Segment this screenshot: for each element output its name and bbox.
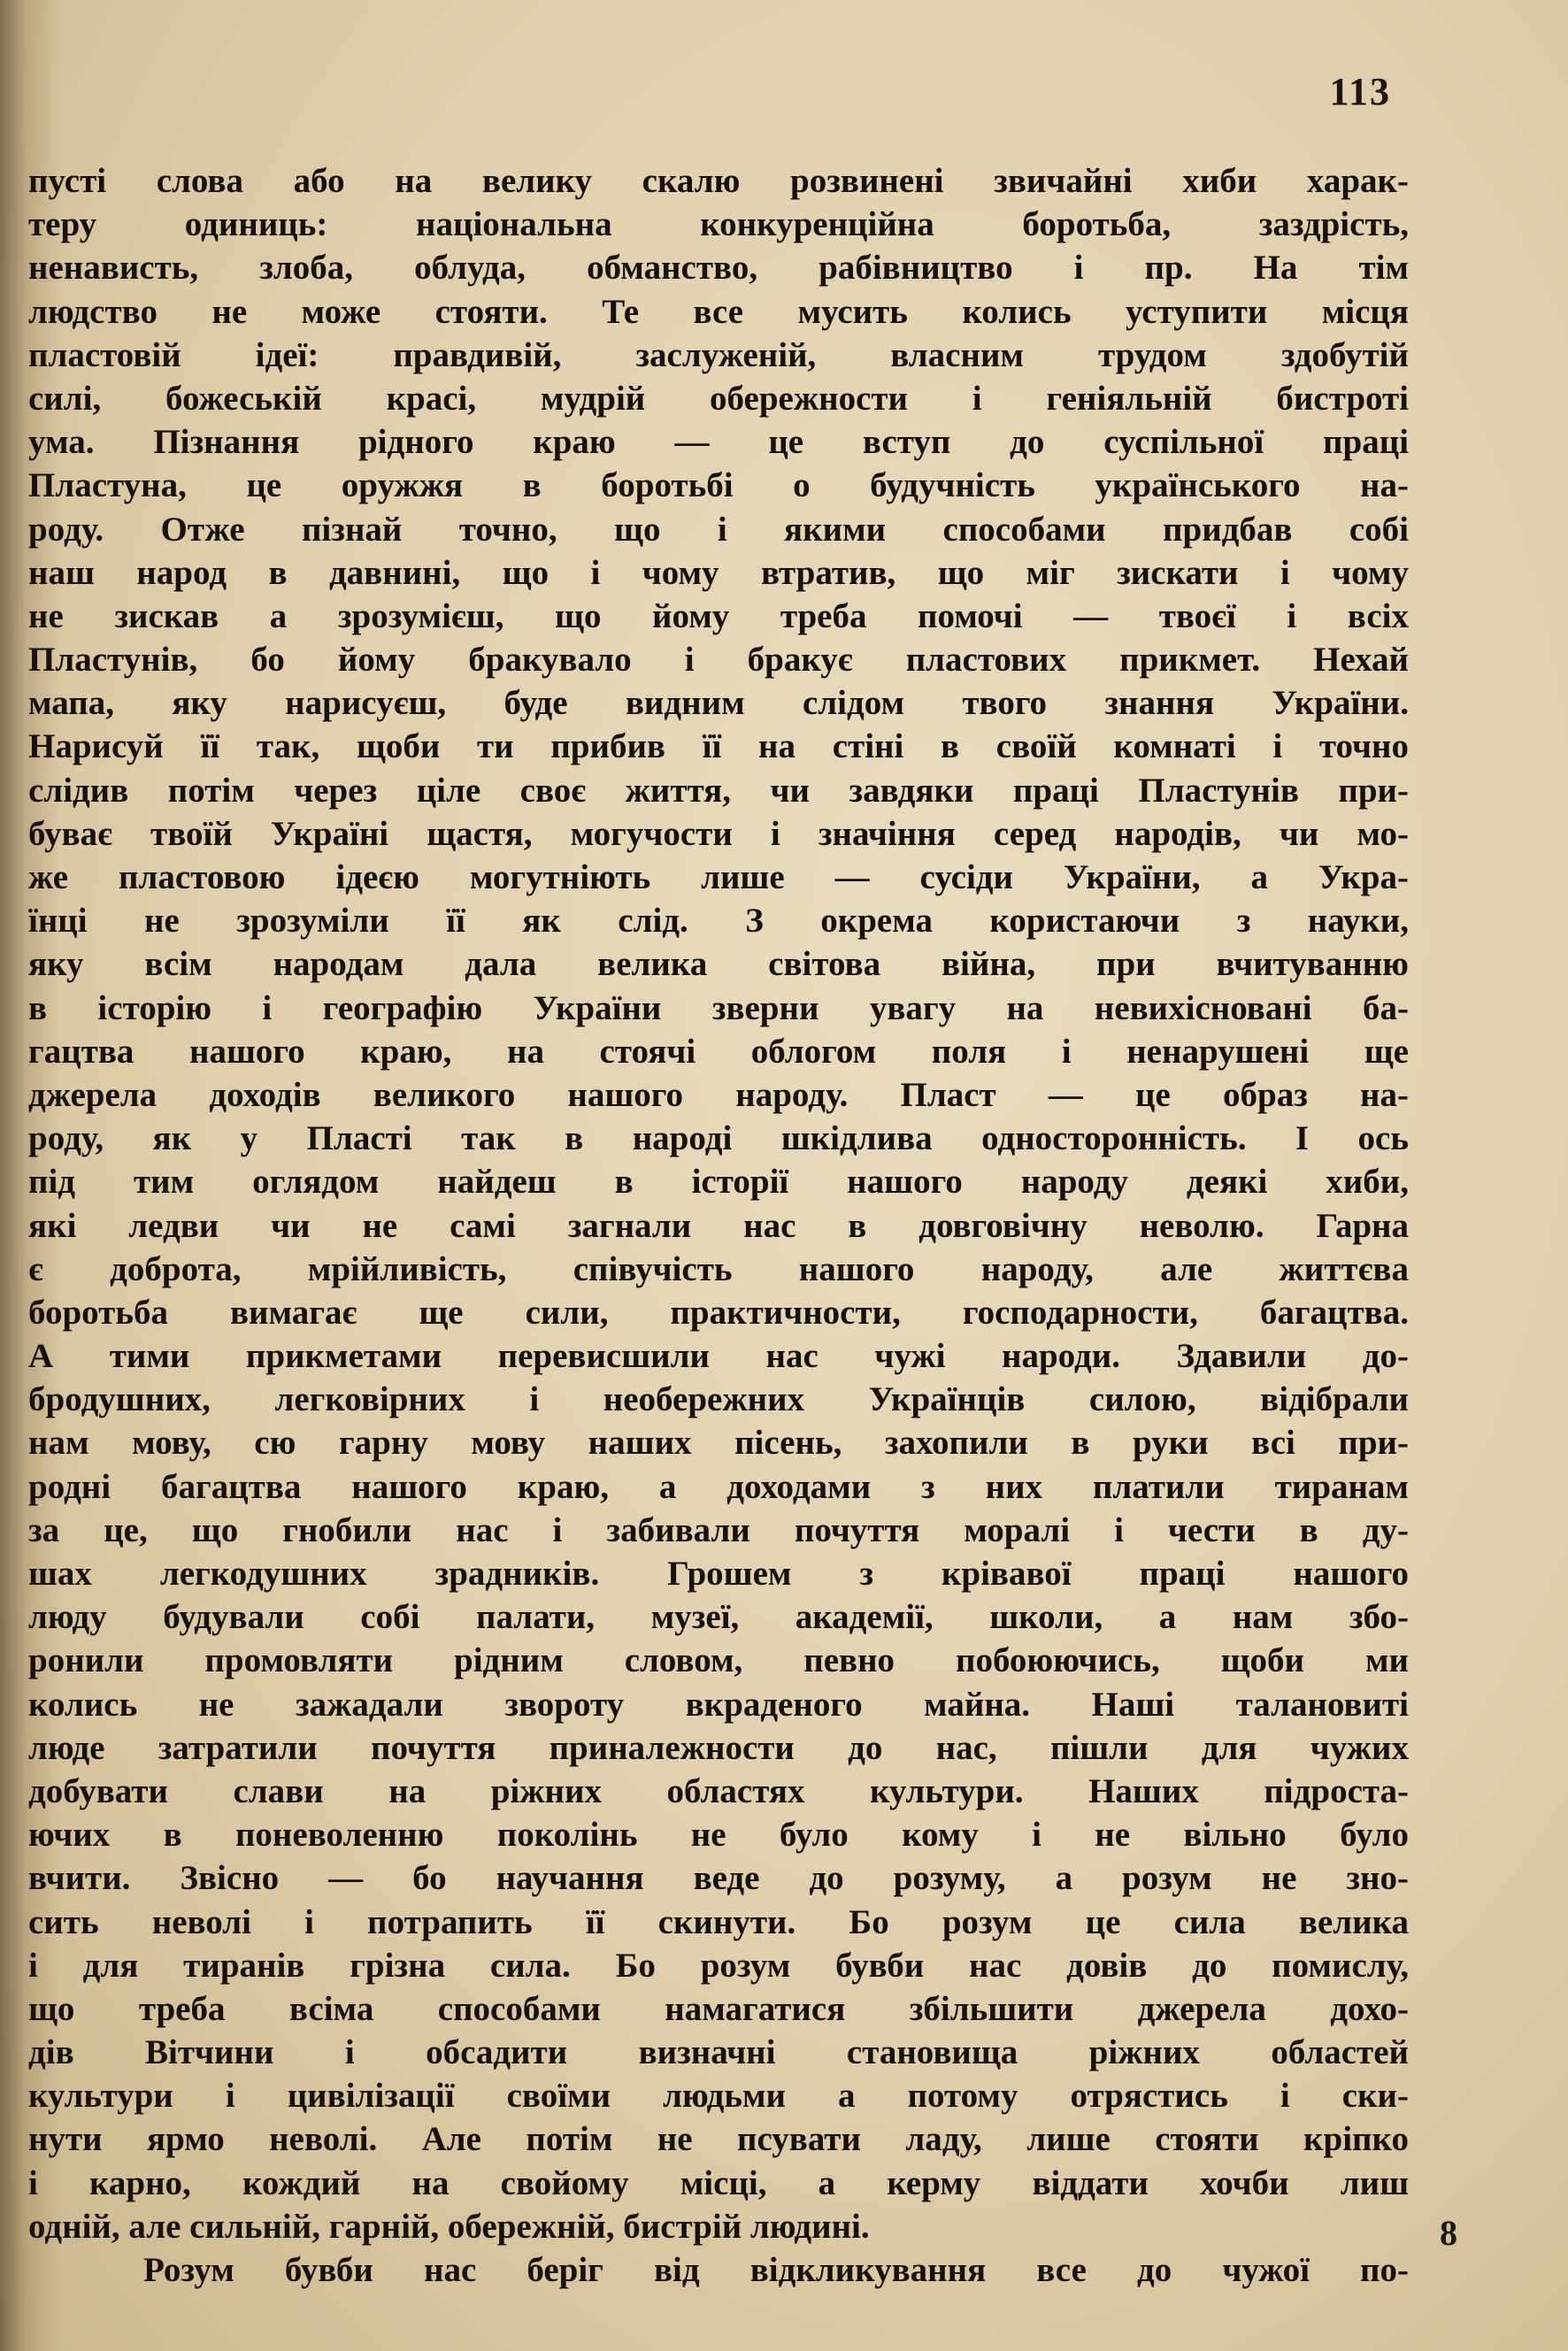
text-line: Пластунів, бо йому бракувало і бракує пластових прикмет. Нехай xyxy=(28,641,1409,680)
text-line: Пластуна, це оружжя в боротьбі о будучність українського на- xyxy=(28,466,1409,505)
page-number: 113 xyxy=(1329,70,1391,113)
text-line: нути ярмо неволі. Але потім не псувати ладу, лише стояти кріпко xyxy=(28,2120,1409,2159)
text-line: ронили промовляти рідним словом, певно побоюючись, щоби ми xyxy=(28,1641,1409,1680)
text-line: ненависть, злоба, облуда, обманство, рабівництво і пр. На тім xyxy=(28,249,1409,288)
text-line: дів Вітчини і обсадити визначні становища ріжних областей xyxy=(28,2033,1409,2072)
text-line: роду. Отже пізнай точно, що і якими способами придбав собі xyxy=(28,510,1409,549)
signature-mark: 8 xyxy=(1440,2213,1457,2253)
text-line: слідив потім через ціле своє життя, чи завдяки праці Пластунів при- xyxy=(28,771,1409,810)
text-line: люде затратили почуття приналежности до нас, пішли для чужих xyxy=(28,1728,1409,1767)
text-line: силі, божеській красі, мудрій обережности і геніяльній бистроті xyxy=(28,379,1409,418)
text-line: під тим оглядом найдеш в історії нашого народу деякі хиби, xyxy=(28,1163,1409,1202)
text-line: їнці не зрозуміли її як слід. З окрема користаючи з науки, xyxy=(28,902,1409,941)
text-line: в історію і географію України зверни увагу на невихісновані ба- xyxy=(28,988,1409,1027)
text-line: люду будували собі палати, музеї, академії, школи, а нам збо- xyxy=(28,1598,1409,1637)
text-line: бродушних, легковірних і необережних Українців силою, відібрали xyxy=(28,1380,1409,1419)
text-line: і карно, кождий на свойому місці, а керму віддати хочби лиш xyxy=(28,2163,1409,2202)
text-line: родні багацтва нашого краю, а доходами з них платили тиранам xyxy=(28,1467,1409,1506)
text-line: сить неволі і потрапить її скинути. Бо розум це сила велика xyxy=(28,1902,1409,1941)
text-line: шах легкодушних зрадників. Грошем з крівавої праці нашого xyxy=(28,1555,1409,1593)
text-line: же пластовою ідеєю могутніють лише — сусіди України, а Укра- xyxy=(28,858,1409,896)
text-line: нам мову, сю гарну мову наших пісень, захопили в руки всі при- xyxy=(28,1424,1409,1463)
text-line: ума. Пізнання рідного краю — це вступ до суспільної праці xyxy=(28,423,1409,462)
text-line: наш народ в давнині, що і чому втратив, що міг зискати і чому xyxy=(28,553,1409,592)
body-text xyxy=(28,159,1409,2292)
text-line: пусті слова або на велику скалю розвинені звичайні хиби харак- xyxy=(28,162,1409,200)
text-line: за це, що гнобили нас і забивали почуття моралі і чести в ду- xyxy=(28,1510,1409,1549)
text-line: буває твоїй Україні щастя, могучости і значіння серед народів, чи мо- xyxy=(28,814,1409,853)
text-line: одній, але сильній, гарній, обережній, бистрій людині. xyxy=(28,2207,870,2246)
text-line: культури і цивілізації своїми людьми а потому отрястись і ски- xyxy=(28,2077,1409,2116)
text-line: не зискав а зрозумієш, що йому треба помочі — твоєї і всіх xyxy=(28,596,1409,635)
text-line: яку всім народам дала велика світова війна, при вчитуванню xyxy=(28,945,1409,984)
text-line: мапа, яку нарисуєш, буде видним слідом твого знання України. xyxy=(28,684,1409,723)
text-line: джерела доходів великого нашого народу. Пласт — це образ на- xyxy=(28,1075,1409,1114)
text-line: Розум бувби нас беріг від відкликування все до чужої по- xyxy=(143,2251,1409,2289)
text-line: Нарисуй її так, щоби ти прибив її на стіні в своїй комнаті і точно xyxy=(28,727,1409,766)
text-line: колись не зажадали звороту вкраденого майна. Наші талановиті xyxy=(28,1685,1409,1724)
text-line: ючих в поневоленню поколінь не було кому і не вільно було xyxy=(28,1816,1409,1855)
text-line: роду, як у Пласті так в народі шкідлива односторонність. І ось xyxy=(28,1119,1409,1158)
text-line: є доброта, мрійливість, співучість нашого народу, але життєва xyxy=(28,1249,1409,1288)
text-line: які ледви чи не самі загнали нас в довговічну неволю. Гарна xyxy=(28,1206,1409,1245)
text-line: вчити. Звісно — бо научання веде до розуму, а розум не зно- xyxy=(28,1859,1409,1898)
text-line: що треба всіма способами намагатися збільшити джерела дохо- xyxy=(28,1989,1409,2028)
text-line: пластовій ідеї: правдивій, заслуженій, власним трудом здобутій xyxy=(28,335,1409,374)
text-line: і для тиранів грізна сила. Бо розум бувби нас довів до помислу, xyxy=(28,1946,1409,1985)
text-line: гацтва нашого краю, на стоячі облогом поля і ненарушені ще xyxy=(28,1032,1409,1071)
text-line: теру одиниць: національна конкуренційна боротьба, заздрість, xyxy=(28,205,1409,244)
text-line: А тими прикметами перевисшили нас чужі народи. Здавили до- xyxy=(28,1337,1409,1376)
text-line: добувати слави на ріжних областях культури. Наших підроста- xyxy=(28,1771,1409,1810)
text-line: боротьба вимагає ще сили, практичности, господарности, багацтва. xyxy=(28,1293,1409,1332)
text-line: людство не може стояти. Те все мусить колись уступити місця xyxy=(28,292,1409,331)
